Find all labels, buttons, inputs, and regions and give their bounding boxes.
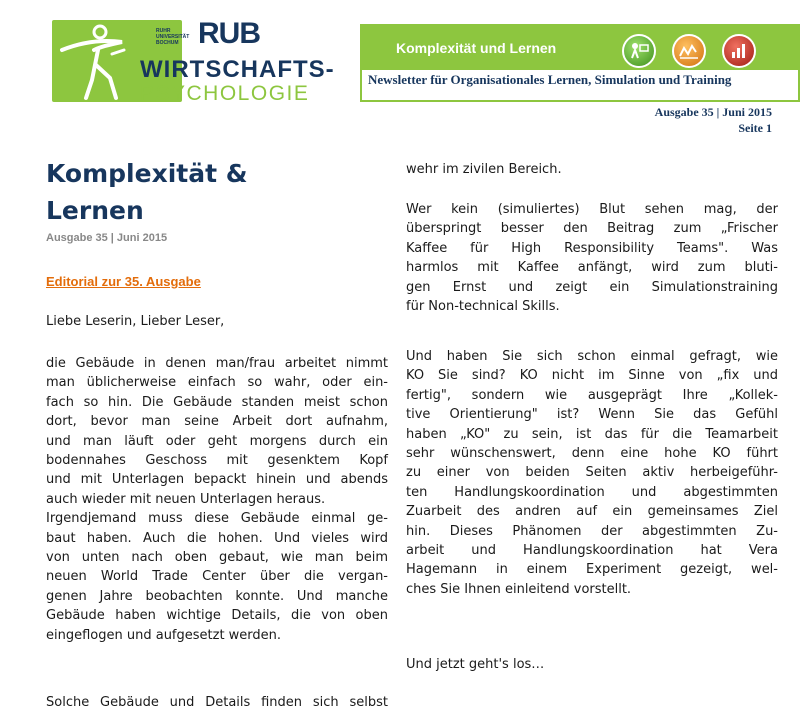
text-line: baut haben. Auch die hohen. Und vieles wird [46, 530, 388, 546]
text-line: von unten nach oben gebaut, wie man beim [46, 550, 388, 566]
text-line: eingeflogen und aufgesetzt werden. [46, 627, 282, 643]
text-line: harmlos mit Kaffee anfängt, wird zum bluti- [406, 260, 778, 276]
people-training-icon [622, 34, 656, 68]
title-line: Lernen [46, 196, 144, 225]
text-line: Kaffee für High Responsibility Teams". Was [406, 240, 778, 256]
text-line: Irgendjemand muss diese Gebäude einmal ge- [46, 511, 388, 527]
text-line: für Non-technical Skills. [406, 299, 560, 315]
text-line: Und jetzt geht's los… [406, 657, 545, 672]
text-line: Solche Gebäude und Details finden sich selbst [46, 695, 388, 710]
paragraph [406, 655, 778, 674]
text-line: Gebäude haben wichtige Details, die von oben [46, 608, 388, 624]
banner-title: Komplexität und Lernen [396, 40, 557, 56]
logo-rub: RUB [198, 17, 260, 50]
bar-chart-icon [722, 34, 756, 68]
text-line: überspringt besser den Beitrag zum „Frischer [406, 221, 778, 237]
text-line: ten Handlungskoordination und abgestimmten [406, 484, 778, 500]
text-line: Und haben Sie sich schon einmal gefragt, wie [406, 349, 778, 364]
page-number: Seite 1 [738, 121, 772, 135]
text-line: ches Sie Ihnen einleitend vorstellt. [406, 581, 632, 597]
text-line: und man läuft oder geht morgens durch ein [46, 433, 388, 449]
text-line: arbeit und Handlungskoordination hat Vera [406, 543, 778, 559]
page-title [46, 155, 366, 229]
text-line: bodennahes Geschoss mit gesenktem Kopf [46, 453, 388, 469]
text-line: sehr wünschenswert, denn eine hohe KO führt [406, 446, 778, 462]
text-line: dort, bevor man seine Arbeit dort aufnahm, [46, 414, 388, 430]
text-line: gen Ernst und zeigt ein Simulationstraining [406, 279, 778, 295]
logo-line1: WIRTSCHAFTS- [140, 56, 335, 83]
paragraph [46, 354, 388, 645]
logo-line2: PSYCHOLOGIE [140, 82, 310, 105]
paragraph [406, 200, 778, 316]
greeting: Liebe Leserin, Lieber Leser, [46, 314, 225, 329]
text-line: haben „KO" zu sein, ist das für die Teamarbeit [406, 426, 778, 442]
text-line: KO Sie sind? KO nicht im Sinne von „fix und [406, 368, 778, 384]
text-line: die Gebäude in denen man/frau arbeitet nimmt [46, 356, 388, 371]
banner-subtitle: Newsletter für Organisationales Lernen, Simulation und Training [368, 72, 732, 87]
text-line: tive Orientierung" ist? Wenn Sie das Gefühl [406, 407, 778, 423]
text-line: genen Jahre beobachten konnte. Und manche [46, 588, 388, 604]
text-line: Wer kein (simuliertes) Blut sehen mag, der [406, 202, 778, 217]
text-line: man üblicherweise einfach so wahr, oder ein- [46, 375, 388, 391]
text-line: Zuarbeit des andren auf ein gemeinsames Ziel [406, 504, 778, 520]
text-line: fach so hin. Die Gebäude standen meist schon [46, 394, 388, 410]
paragraph [46, 693, 388, 712]
text-line: hin. Dieses Phänomen der abgestimmten Zu- [406, 523, 778, 539]
paragraph [406, 347, 778, 599]
editorial-link[interactable]: Editorial zur 35. Ausgabe [46, 274, 201, 289]
title-line: Komplexität & [46, 159, 248, 188]
issue-subtitle: Ausgabe 35 | Juni 2015 [46, 232, 168, 244]
text-line: und mit Unterlagen bepackt hinein und abends [46, 472, 388, 488]
paragraph [406, 160, 778, 179]
text-line: auch wieder mit neuen Unterlagen heraus. [46, 491, 326, 507]
wave-chart-icon [672, 34, 706, 68]
text-line: wehr im zivilen Bereich. [406, 162, 562, 177]
text-line: Hagemann in einem Experiment gezeigt, wel- [406, 562, 778, 578]
text-line: fertig", sondern wie ausgeprägt Ihre „Kollek- [406, 387, 778, 403]
text-line: zu einer von beiden Seiten aktiv herbeigeführ- [406, 465, 778, 481]
logo-university-small: RUHR UNIVERSITÄT BOCHUM [156, 28, 190, 46]
issue-line: Ausgabe 35 | Juni 2015 [654, 105, 772, 119]
text-line: neuen World Trade Center über die vergan- [46, 569, 388, 585]
